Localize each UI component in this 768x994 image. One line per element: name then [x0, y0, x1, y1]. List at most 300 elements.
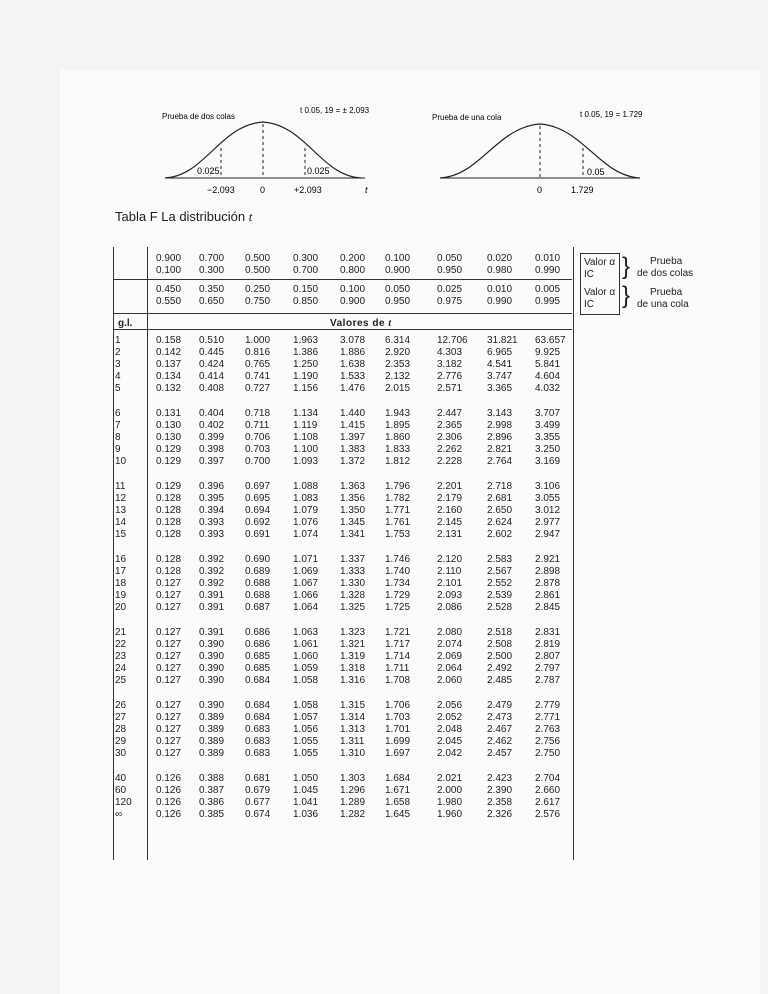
t-value-cell: 1.061: [293, 639, 319, 650]
t-value-cell: 2.947: [535, 529, 561, 540]
side-two-tail-label-1: Prueba: [650, 256, 683, 267]
t-value-cell: 1.671: [385, 785, 411, 796]
t-value-cell: 1.289: [340, 797, 366, 808]
t-value-cell: 3.250: [535, 444, 561, 455]
t-value-cell: 0.684: [245, 675, 271, 686]
t-value-cell: 0.741: [245, 371, 271, 382]
t-value-cell: 0.687: [245, 602, 271, 613]
t-value-cell: 0.686: [245, 639, 271, 650]
t-value-cell: 1.895: [385, 420, 411, 431]
t-value-cell: 0.424: [199, 359, 225, 370]
t-value-cell: 0.392: [199, 578, 225, 589]
degrees-of-freedom: 120: [115, 797, 132, 808]
two-tail-t-label: t 0.05, 19 = ± 2.093: [300, 106, 370, 115]
t-value-cell: 1.064: [293, 602, 319, 613]
one-tail-alpha-cell: 0.350: [199, 284, 225, 295]
t-value-cell: 0.389: [199, 736, 225, 747]
t-value-cell: 1.310: [340, 748, 366, 759]
t-value-cell: 0.684: [245, 700, 271, 711]
t-value-cell: 1.645: [385, 809, 411, 820]
t-value-cell: 2.756: [535, 736, 561, 747]
t-value-cell: 1.071: [293, 554, 319, 565]
t-value-cell: 1.771: [385, 505, 411, 516]
t-value-cell: 0.129: [156, 481, 182, 492]
t-value-cell: 4.541: [487, 359, 513, 370]
two-tail-x-neg: −2.093: [207, 185, 235, 195]
t-value-cell: 3.078: [340, 335, 366, 346]
t-value-cell: 1.761: [385, 517, 411, 528]
valores-text: Valores de: [330, 318, 386, 329]
t-value-cell: 2.160: [437, 505, 463, 516]
t-value-cell: 1.350: [340, 505, 366, 516]
t-value-cell: 0.132: [156, 383, 182, 394]
t-value-cell: 0.126: [156, 797, 182, 808]
t-value-cell: 1.325: [340, 602, 366, 613]
two-tail-alpha-cell: 0.300: [293, 253, 319, 264]
degrees-of-freedom: 7: [115, 420, 121, 431]
t-value-cell: 1.156: [293, 383, 319, 394]
t-value-cell: 2.518: [487, 627, 513, 638]
one-tail-alpha-cell: 0.005: [535, 284, 561, 295]
t-value-cell: 1.753: [385, 529, 411, 540]
t-value-cell: 1.734: [385, 578, 411, 589]
t-value-cell: 2.681: [487, 493, 513, 504]
t-value-cell: 0.129: [156, 456, 182, 467]
t-value-cell: 0.397: [199, 456, 225, 467]
t-value-cell: 2.467: [487, 724, 513, 735]
degrees-of-freedom: 25: [115, 675, 127, 686]
t-value-cell: 0.128: [156, 529, 182, 540]
t-value-cell: 1.079: [293, 505, 319, 516]
t-value-cell: 1.684: [385, 773, 411, 784]
degrees-of-freedom: 20: [115, 602, 127, 613]
t-value-cell: 4.303: [437, 347, 463, 358]
t-value-cell: 0.127: [156, 639, 182, 650]
t-value-cell: 2.763: [535, 724, 561, 735]
two-tail-ic-cell: 0.300: [199, 265, 225, 276]
t-value-cell: 1.714: [385, 651, 411, 662]
t-value-cell: 2.120: [437, 554, 463, 565]
t-value-cell: 2.552: [487, 578, 513, 589]
two-tail-alpha-cell: 0.200: [340, 253, 366, 264]
t-value-cell: 2.000: [437, 785, 463, 796]
t-value-cell: 1.711: [385, 663, 410, 674]
t-value-cell: 3.169: [535, 456, 561, 467]
t-value-cell: 0.703: [245, 444, 271, 455]
t-value-cell: 12.706: [437, 335, 468, 346]
t-value-cell: 0.445: [199, 347, 225, 358]
t-value-cell: 2.179: [437, 493, 463, 504]
t-value-cell: 0.386: [199, 797, 225, 808]
t-value-cell: 0.385: [199, 809, 225, 820]
one-tail-curve-panel: [432, 110, 643, 195]
t-value-cell: 0.391: [199, 590, 225, 601]
two-tail-ic-cell: 0.990: [535, 265, 561, 276]
degrees-of-freedom: 11: [115, 481, 126, 492]
t-value-cell: 0.396: [199, 481, 225, 492]
two-tail-right-area: 0.025: [307, 166, 330, 176]
gl-column-header: g.l.: [118, 318, 133, 329]
side-one-tail-label-1: Prueba: [650, 287, 683, 298]
t-value-cell: 1.886: [340, 347, 366, 358]
t-value-cell: 1.725: [385, 602, 411, 613]
t-value-cell: 2.797: [535, 663, 561, 674]
t-value-cell: 0.127: [156, 578, 182, 589]
t-value-cell: 6.314: [385, 335, 411, 346]
one-tail-alpha-cell: 0.250: [245, 284, 271, 295]
t-value-cell: 0.393: [199, 517, 225, 528]
t-value-cell: 4.032: [535, 383, 561, 394]
t-value-cell: 0.127: [156, 663, 182, 674]
t-value-cell: 0.127: [156, 700, 182, 711]
t-value-cell: 63.657: [535, 335, 566, 346]
t-value-cell: 3.747: [487, 371, 513, 382]
t-value-cell: 1.782: [385, 493, 411, 504]
t-value-cell: 2.583: [487, 554, 513, 565]
t-value-cell: 1.397: [340, 432, 366, 443]
t-value-cell: 3.055: [535, 493, 561, 504]
t-value-cell: 2.064: [437, 663, 463, 674]
one-tail-ic-cell: 0.995: [535, 296, 561, 307]
one-tail-ic-cell: 0.950: [385, 296, 411, 307]
side-two-tail-label-2: de dos colas: [637, 268, 694, 279]
t-value-cell: 2.977: [535, 517, 561, 528]
t-value-cell: 0.727: [245, 383, 271, 394]
t-value-cell: 1.074: [293, 529, 319, 540]
one-tail-alpha-cell: 0.100: [340, 284, 366, 295]
degrees-of-freedom: 30: [115, 748, 127, 759]
t-value-cell: 1.060: [293, 651, 319, 662]
t-value-cell: 2.479: [487, 700, 513, 711]
t-value-cell: 1.708: [385, 675, 411, 686]
t-value-cell: 0.691: [245, 529, 271, 540]
two-tail-curve-panel: [162, 106, 370, 195]
one-tail-alpha-cell: 0.450: [156, 284, 182, 295]
degrees-of-freedom: 17: [115, 566, 127, 577]
t-value-cell: 1.083: [293, 493, 319, 504]
t-value-cell: 0.686: [245, 627, 271, 638]
one-tail-alpha-cell: 0.050: [385, 284, 411, 295]
t-value-cell: 1.440: [340, 408, 366, 419]
t-value-cell: 1.746: [385, 554, 411, 565]
degrees-of-freedom: 4: [115, 371, 121, 382]
one-tail-alpha-cell: 0.010: [487, 284, 513, 295]
t-value-cell: 0.131: [156, 408, 182, 419]
t-value-cell: 0.390: [199, 700, 225, 711]
t-value-cell: 2.093: [437, 590, 463, 601]
side-two-tail-ic: IC: [584, 269, 594, 280]
degrees-of-freedom: 1: [115, 335, 121, 346]
t-value-cell: 1.041: [293, 797, 319, 808]
t-value-cell: 1.533: [340, 371, 366, 382]
t-value-cell: 2.021: [437, 773, 463, 784]
degrees-of-freedom: 13: [115, 505, 127, 516]
t-value-cell: 2.042: [437, 748, 463, 759]
t-value-cell: 1.055: [293, 736, 319, 747]
t-value-cell: 1.093: [293, 456, 319, 467]
t-value-cell: 3.182: [437, 359, 463, 370]
t-value-cell: 0.395: [199, 493, 225, 504]
degrees-of-freedom: 15: [115, 529, 127, 540]
t-value-cell: 2.045: [437, 736, 463, 747]
t-value-cell: 0.126: [156, 773, 182, 784]
t-value-cell: 1.319: [340, 651, 366, 662]
t-value-cell: 0.128: [156, 554, 182, 565]
t-value-cell: 5.841: [535, 359, 561, 370]
two-tail-alpha-cell: 0.100: [385, 253, 411, 264]
t-value-cell: 1.356: [340, 493, 366, 504]
t-value-cell: 0.697: [245, 481, 271, 492]
t-value-cell: 2.358: [487, 797, 513, 808]
t-value-cell: 0.127: [156, 627, 182, 638]
t-value-cell: 1.701: [385, 724, 411, 735]
t-value-cell: 2.462: [487, 736, 513, 747]
t-value-cell: 0.391: [199, 627, 225, 638]
t-value-cell: 2.528: [487, 602, 513, 613]
t-value-cell: 1.100: [293, 444, 319, 455]
t-value-cell: 2.048: [437, 724, 463, 735]
side-one-tail-valor: Valor α: [584, 287, 616, 298]
table-title-var: t: [248, 209, 253, 224]
t-value-cell: 0.128: [156, 493, 182, 504]
two-tail-left-area: 0.025: [197, 166, 220, 176]
t-value-cell: 1.067: [293, 578, 319, 589]
t-value-cell: 2.131: [437, 529, 463, 540]
t-value-cell: 2.492: [487, 663, 513, 674]
t-value-cell: 2.576: [535, 809, 561, 820]
two-tail-ic-cell: 0.100: [156, 265, 182, 276]
t-value-cell: 0.700: [245, 456, 271, 467]
t-value-cell: 4.604: [535, 371, 561, 382]
t-value-cell: 1.729: [385, 590, 411, 601]
t-value-cell: 0.393: [199, 529, 225, 540]
t-value-cell: 1.315: [340, 700, 366, 711]
t-value-cell: 0.126: [156, 809, 182, 820]
t-value-cell: 0.128: [156, 505, 182, 516]
t-value-cell: 2.787: [535, 675, 561, 686]
degrees-of-freedom: 23: [115, 651, 127, 662]
two-tail-ic-cell: 0.950: [437, 265, 463, 276]
t-value-cell: 0.130: [156, 420, 182, 431]
t-value-cell: 1.337: [340, 554, 366, 565]
two-tail-ic-cell: 0.900: [385, 265, 411, 276]
t-value-cell: 1.812: [385, 456, 411, 467]
t-value-cell: 1.341: [340, 529, 366, 540]
t-value-cell: 0.127: [156, 712, 182, 723]
t-value-cell: 1.057: [293, 712, 319, 723]
t-value-cell: 2.110: [437, 566, 462, 577]
t-value-cell: 2.353: [385, 359, 411, 370]
t-value-cell: 1.055: [293, 748, 319, 759]
one-tail-ic-cell: 0.990: [487, 296, 513, 307]
header-rule: [113, 313, 572, 314]
t-value-cell: 0.387: [199, 785, 225, 796]
t-value-cell: 0.127: [156, 602, 182, 613]
two-tail-ic-cell: 0.800: [340, 265, 366, 276]
t-value-cell: 0.681: [245, 773, 271, 784]
t-value-cell: 0.683: [245, 724, 271, 735]
t-value-cell: 1.058: [293, 675, 319, 686]
t-value-cell: 0.130: [156, 432, 182, 443]
t-value-cell: 1.363: [340, 481, 366, 492]
t-value-cell: 1.833: [385, 444, 411, 455]
brace-two: }: [622, 253, 631, 280]
t-value-cell: 1.476: [340, 383, 366, 394]
two-tail-x-zero: 0: [260, 185, 266, 195]
t-value-cell: 1.066: [293, 590, 319, 601]
header-rule: [113, 329, 572, 330]
t-value-cell: 1.190: [293, 371, 319, 382]
one-tail-x-zero: 0: [537, 185, 543, 195]
t-value-cell: 2.764: [487, 456, 513, 467]
t-value-cell: 3.106: [535, 481, 561, 492]
t-value-cell: 0.392: [199, 566, 225, 577]
t-value-cell: 1.058: [293, 700, 319, 711]
one-tail-ic-cell: 0.900: [340, 296, 366, 307]
t-value-cell: 0.128: [156, 517, 182, 528]
t-value-cell: 2.101: [437, 578, 463, 589]
t-value-cell: 1.383: [340, 444, 366, 455]
t-value-cell: 2.069: [437, 651, 463, 662]
t-value-cell: 0.679: [245, 785, 271, 796]
t-value-cell: 1.134: [293, 408, 319, 419]
t-value-cell: 0.390: [199, 651, 225, 662]
t-value-cell: 2.074: [437, 639, 463, 650]
t-value-cell: 0.695: [245, 493, 271, 504]
t-value-cell: 0.684: [245, 712, 271, 723]
t-value-cell: 0.126: [156, 785, 182, 796]
t-value-cell: 0.711: [245, 420, 270, 431]
t-distribution-figure: [0, 0, 768, 230]
t-value-cell: 3.355: [535, 432, 561, 443]
t-value-cell: 0.389: [199, 724, 225, 735]
valores-var: t: [388, 318, 392, 329]
t-value-cell: 1.316: [340, 675, 366, 686]
one-tail-ic-cell: 0.850: [293, 296, 319, 307]
degrees-of-freedom: 60: [115, 785, 127, 796]
t-value-cell: 1.330: [340, 578, 366, 589]
t-value-cell: 1.638: [340, 359, 366, 370]
t-value-cell: 2.228: [437, 456, 463, 467]
gl-separator: [147, 247, 148, 860]
t-value-cell: 0.128: [156, 566, 182, 577]
t-value-cell: 0.389: [199, 712, 225, 723]
t-value-cell: 0.158: [156, 335, 182, 346]
t-value-cell: 0.688: [245, 578, 271, 589]
t-value-cell: 1.250: [293, 359, 319, 370]
t-value-cell: 0.404: [199, 408, 225, 419]
degrees-of-freedom: 28: [115, 724, 127, 735]
t-value-cell: 0.816: [245, 347, 271, 358]
t-value-cell: 1.740: [385, 566, 411, 577]
degrees-of-freedom: 14: [115, 517, 127, 528]
t-value-cell: 0.402: [199, 420, 225, 431]
t-value-cell: 0.510: [199, 335, 225, 346]
t-value-cell: 2.326: [487, 809, 513, 820]
t-value-cell: 0.414: [199, 371, 225, 382]
t-value-cell: 2.485: [487, 675, 513, 686]
t-value-cell: 1.088: [293, 481, 319, 492]
t-value-cell: 1.063: [293, 627, 319, 638]
degrees-of-freedom: 9: [115, 444, 121, 455]
t-value-cell: 0.683: [245, 736, 271, 747]
degrees-of-freedom: 16: [115, 554, 127, 565]
t-value-cell: 0.765: [245, 359, 271, 370]
t-value-cell: 2.602: [487, 529, 513, 540]
t-value-cell: 3.012: [535, 505, 561, 516]
t-value-cell: 1.313: [340, 724, 366, 735]
degrees-of-freedom: 10: [115, 456, 127, 467]
one-tail-ic-cell: 0.975: [437, 296, 463, 307]
degrees-of-freedom: 5: [115, 383, 121, 394]
t-value-cell: 2.718: [487, 481, 513, 492]
t-value-cell: 1.296: [340, 785, 366, 796]
t-value-cell: 0.394: [199, 505, 225, 516]
t-value-cell: 6.965: [487, 347, 513, 358]
t-value-cell: 2.080: [437, 627, 463, 638]
t-value-cell: 1.059: [293, 663, 319, 674]
degrees-of-freedom: 27: [115, 712, 127, 723]
t-value-cell: 1.314: [340, 712, 366, 723]
t-value-cell: 0.692: [245, 517, 271, 528]
t-value-cell: 0.127: [156, 651, 182, 662]
one-tail-title: Prueba de una cola: [432, 113, 502, 122]
t-value-cell: 2.779: [535, 700, 561, 711]
t-value-cell: 1.108: [293, 432, 319, 443]
two-tail-ic-cell: 0.500: [245, 265, 271, 276]
degrees-of-freedom: 6: [115, 408, 121, 419]
t-value-cell: 1.328: [340, 590, 366, 601]
side-one-tail-label-2: de una cola: [637, 299, 689, 310]
one-tail-alpha-cell: 0.150: [293, 284, 319, 295]
t-value-cell: 1.963: [293, 335, 319, 346]
two-tail-x-pos: +2.093: [294, 185, 322, 195]
t-value-cell: 1.943: [385, 408, 411, 419]
degrees-of-freedom: 22: [115, 639, 127, 650]
two-tail-alpha-cell: 0.500: [245, 253, 271, 264]
one-tail-alpha-cell: 0.025: [437, 284, 463, 295]
t-value-cell: 1.119: [293, 420, 318, 431]
t-value-cell: 0.689: [245, 566, 271, 577]
t-value-cell: 0.390: [199, 675, 225, 686]
t-value-cell: 0.683: [245, 748, 271, 759]
t-value-cell: 2.831: [535, 627, 561, 638]
degrees-of-freedom: 29: [115, 736, 127, 747]
one-tail-x-pos: 1.729: [571, 185, 594, 195]
two-tail-title: Prueba de dos colas: [162, 112, 235, 121]
t-value-cell: 0.142: [156, 347, 182, 358]
t-value-cell: 1.860: [385, 432, 411, 443]
t-value-cell: 0.690: [245, 554, 271, 565]
t-value-cell: 2.390: [487, 785, 513, 796]
two-tail-alpha-cell: 0.700: [199, 253, 225, 264]
t-value-cell: 3.499: [535, 420, 561, 431]
header-rule: [113, 279, 572, 280]
t-value-cell: 1.386: [293, 347, 319, 358]
t-value-cell: 1.345: [340, 517, 366, 528]
degrees-of-freedom: ∞: [115, 809, 123, 820]
t-value-cell: 2.060: [437, 675, 463, 686]
t-value-cell: 1.372: [340, 456, 366, 467]
t-value-cell: 1.717: [385, 639, 411, 650]
t-value-cell: 0.390: [199, 639, 225, 650]
t-value-cell: 1.658: [385, 797, 411, 808]
t-value-cell: 2.201: [437, 481, 463, 492]
t-value-cell: 0.391: [199, 602, 225, 613]
t-value-cell: 2.750: [535, 748, 561, 759]
degrees-of-freedom: 18: [115, 578, 127, 589]
t-value-cell: 1.036: [293, 809, 319, 820]
